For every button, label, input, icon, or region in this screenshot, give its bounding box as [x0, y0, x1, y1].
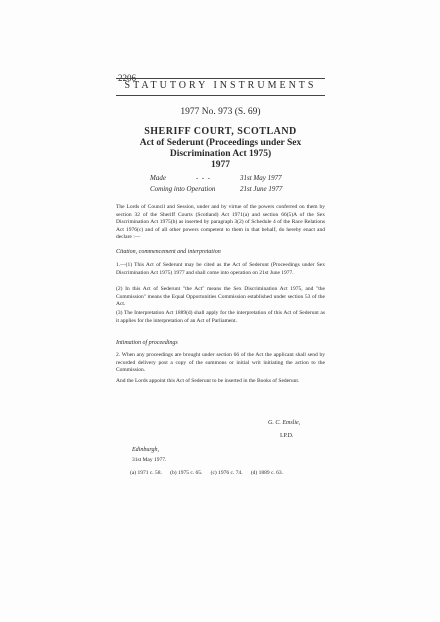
paragraph-1-2: (2) In this Act of Sederunt "the Act" means the Sex Discrimination Act 1975, and "the Commission" means the Equal Opportunities Commission established under section 53 of the Act.: [116, 286, 325, 307]
act-title-line1: Act of Sederunt (Proceedings under Sex Discrimination Act 1975): [139, 138, 302, 159]
paragraph-2: 2. When any proceedings are brought under section 66 of the Act the applicant shall send by recorded delivery post a copy of the summons or initial writ initiating the action to the Commission.: [116, 352, 325, 373]
place-date: 31st May 1977.: [132, 457, 167, 463]
act-title: [116, 138, 325, 171]
page-number: 2206: [118, 73, 136, 83]
made-dashes: - - -: [196, 174, 210, 182]
signature-title: I.P.D.: [280, 433, 294, 439]
preamble: The Lords of Council and Session, under and by virtue of the powers conferred on them by section 32 of the Sheriff Courts (Scotland) Act 1971(a) and section 66(5)A of the Sex Discrimination Act 1975(b) as inserted by paragraph 3(2) of Schedule 4 of the Race Relations Act 1976(c) and of all other powers competent to them in that behalf, do hereby enact and declare :—: [116, 204, 325, 240]
footnotes: (a) 1971 c. 58. (b) 1975 c. 65. (c) 1976 c. 74. (d) 1889 c. 63.: [130, 470, 284, 476]
court-heading: SHERIFF COURT, SCOTLAND: [144, 126, 297, 137]
made-label: Made: [150, 174, 166, 182]
section-heading-intimation: Intimation of proceedings: [116, 340, 178, 346]
si-number: 1977 No. 973 (S. 69): [180, 107, 261, 117]
section-heading-citation: Citation, commencement and interpretation: [116, 249, 221, 255]
act-title-line2: 1977: [211, 160, 230, 170]
closing-paragraph: And the Lords appoint this Act of Sederunt to be inserted in the Books of Sederunt.: [116, 378, 300, 384]
paragraph-1-1: 1.—(1) This Act of Sederunt may be cited as the Act of Sederunt (Proceedings under Sex Discrimination Act 1975) 1977 and shall come into operation on 21st June 1977.: [116, 262, 325, 276]
running-head: STATUTORY INSTRUMENTS: [124, 80, 317, 91]
coming-into-operation-label: Coming into Operation: [150, 185, 216, 193]
made-date: 31st May 1977: [240, 174, 282, 182]
coming-into-operation-date: 21st June 1977: [240, 185, 283, 193]
signature-name: G. C. Emslie,: [268, 420, 301, 426]
place: Edinburgh,: [132, 447, 159, 453]
paragraph-1-3: (3) The Interpretation Act 1889(d) shall apply for the interpretation of this Act of Sederunt as it applies for the interpretation of an Act of Parliament.: [116, 310, 325, 324]
top-rule: [116, 78, 325, 79]
bottom-rule: [116, 95, 325, 96]
